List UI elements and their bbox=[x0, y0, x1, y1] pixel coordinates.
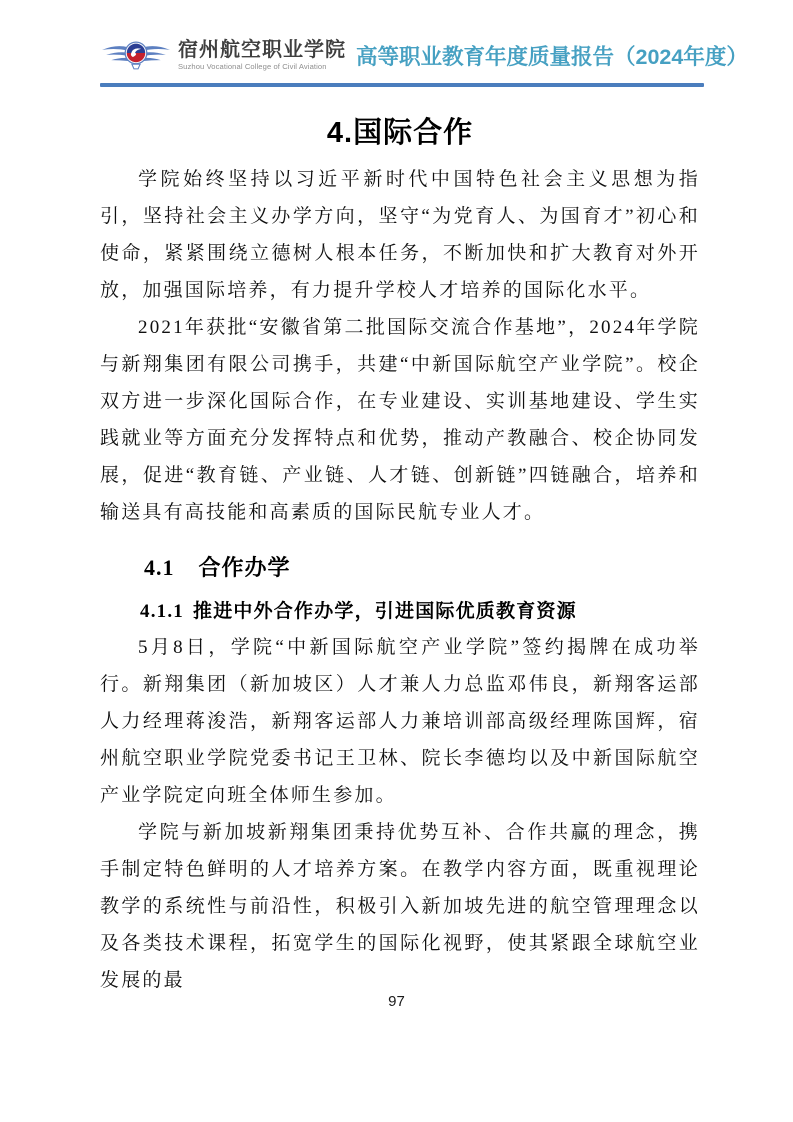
college-emblem-icon bbox=[100, 34, 172, 76]
college-name-en: Suzhou Vocational College of Civil Aviation bbox=[178, 62, 327, 71]
heading-4-1-1-number: 4.1.1 bbox=[140, 601, 184, 622]
heading-4-1-number: 4.1 bbox=[144, 555, 175, 580]
page-number: 97 bbox=[388, 993, 405, 1010]
heading-4-1-1-title: 推进中外合作办学，引进国际优质教育资源 bbox=[193, 601, 577, 622]
report-title: 高等职业教育年度质量报告（2024年度） bbox=[356, 44, 748, 69]
heading-4-1 bbox=[100, 551, 700, 582]
heading-4-1-1 bbox=[100, 596, 700, 623]
body-paragraph-1: 5月8日，学院“中新国际航空产业学院”签约揭牌在成功举行。新翔集团（新加坡区）人才兼人力总监邓伟良，新翔客运部人力经理蒋浚浩，新翔客运部人力兼培训部高级经理陈国辉，宿州航空职业学院党委书记王卫林、院长李德均以及中新国际航空产业学院定向班全体师生参加。 bbox=[100, 637, 700, 806]
page-header bbox=[100, 34, 748, 87]
emblem-base bbox=[132, 64, 140, 69]
intro-paragraph-1: 学院始终坚持以习近平新时代中国特色社会主义思想为指引，坚持社会主义办学方向，坚守“为党育人、为国育才”初心和使命，紧紧围绕立德树人根本任务，不断加快和扩大教育对外开放，加强国际培养，有力提升学校人才培养的国际化水平。 bbox=[100, 169, 700, 301]
header-rule bbox=[100, 83, 704, 87]
page-footer bbox=[0, 993, 793, 1010]
body-paragraph-2: 学院与新加坡新翔集团秉持优势互补、合作共赢的理念，携手制定特色鲜明的人才培养方案。在教学内容方面，既重视理论教学的系统性与前沿性，积极引入新加坡先进的航空管理理念以及各类技术课程，拓宽学生的国际化视野，使其紧跟全球航空业发展的最 bbox=[100, 822, 700, 991]
section-title: 4.国际合作 bbox=[326, 117, 474, 149]
document-body bbox=[100, 96, 700, 999]
intro-paragraph-2: 2021年获批“安徽省第二批国际交流合作基地”，2024年学院与新翔集团有限公司携手，共建“中新国际航空产业学院”。校企双方进一步深化国际合作，在专业建设、实训基地建设、学生实践就业等方面充分发挥特点和优势，推动产教融合、校企协同发展，促进“教育链、产业链、人才链、创新链”四链融合，培养和输送具有高技能和高素质的国际民航专业人才。 bbox=[100, 317, 700, 523]
college-name-cn: 宿州航空职业学院 bbox=[178, 39, 346, 61]
heading-4-1-title: 合作办学 bbox=[198, 555, 291, 580]
college-name-block bbox=[178, 39, 346, 71]
header-row bbox=[100, 34, 748, 76]
